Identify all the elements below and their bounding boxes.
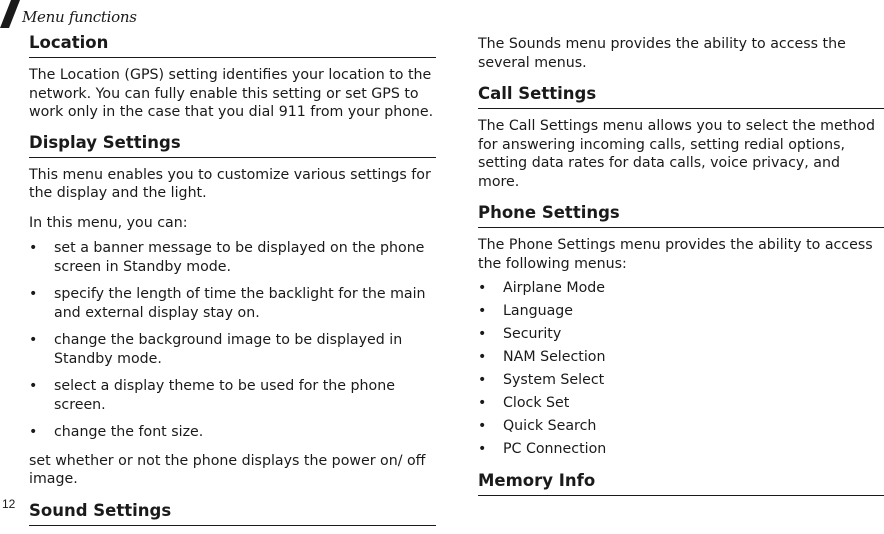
list-item	[478, 279, 884, 298]
list-item-text: System Select	[503, 372, 605, 388]
display-options-list	[29, 239, 436, 442]
list-item-text: PC Connection	[503, 441, 607, 457]
bullet: •	[29, 378, 38, 394]
list-item	[29, 239, 436, 276]
bullet: •	[478, 303, 487, 319]
right-column	[478, 35, 884, 504]
list-item	[478, 302, 884, 321]
bullet: •	[29, 332, 38, 348]
list-item	[29, 285, 436, 322]
bullet: •	[478, 280, 487, 296]
bullet: •	[29, 286, 38, 302]
page-number: 12	[2, 497, 16, 511]
list-item-text: NAM Selection	[503, 349, 606, 365]
bullet: •	[478, 372, 487, 388]
list-item-text: set a banner message to be displayed on the phone screen in Standby mode.	[54, 240, 425, 275]
left-column	[29, 33, 436, 534]
list-item	[478, 348, 884, 367]
list-item-text: Quick Search	[503, 418, 597, 434]
section-title-display-settings: Display Settings	[29, 133, 436, 158]
list-item-text: Clock Set	[503, 395, 570, 411]
section-title-phone-settings: Phone Settings	[478, 203, 884, 228]
section-title-sound-settings: Sound Settings	[29, 501, 436, 526]
phone-body: The Phone Settings menu provides the ability to access the following menus:	[478, 237, 873, 272]
list-item	[478, 440, 884, 459]
list-item-text: specify the length of time the backlight for the main and external display stay on.	[54, 286, 426, 321]
page-header-title: Menu functions	[22, 8, 137, 26]
bullet: •	[29, 240, 38, 256]
list-item-text: change the background image to be displayed in Standby mode.	[54, 332, 403, 367]
list-item-text: Security	[503, 326, 562, 342]
display-lead: In this menu, you can:	[29, 214, 188, 231]
bullet: •	[29, 424, 38, 440]
sound-body: The Sounds menu provides the ability to access the several menus.	[478, 36, 846, 71]
call-body: The Call Settings menu allows you to select the method for answering incoming calls, setting redial options, setting data rates for data calls, voice privacy, and more.	[478, 118, 875, 190]
section-title-memory-info: Memory Info	[478, 471, 884, 496]
bullet: •	[478, 418, 487, 434]
bullet: •	[478, 349, 487, 365]
list-item	[478, 394, 884, 413]
list-item	[29, 377, 436, 414]
bullet: •	[478, 441, 487, 457]
section-title-location: Location	[29, 33, 436, 58]
list-item	[478, 371, 884, 390]
list-item-text: select a display theme to be used for the phone screen.	[54, 378, 395, 413]
header-accent-bar	[0, 0, 20, 28]
location-body: The Location (GPS) setting identifies your location to the network. You can fully enable this setting or set GPS to work only in the case that you dial 911 from your phone.	[29, 67, 434, 120]
list-item	[478, 417, 884, 436]
bullet: •	[478, 395, 487, 411]
section-title-call-settings: Call Settings	[478, 84, 884, 109]
list-item-text: Airplane Mode	[503, 280, 606, 296]
list-item-text: Language	[503, 303, 574, 319]
list-item	[478, 325, 884, 344]
bullet: •	[478, 326, 487, 342]
list-item	[29, 423, 436, 442]
list-item	[29, 331, 436, 368]
display-outro: set whether or not the phone displays the power on/ off image.	[29, 452, 426, 487]
list-item-text: change the font size.	[54, 424, 204, 440]
display-intro: This menu enables you to customize various settings for the display and the light.	[29, 166, 431, 201]
phone-menus-list	[478, 279, 884, 459]
